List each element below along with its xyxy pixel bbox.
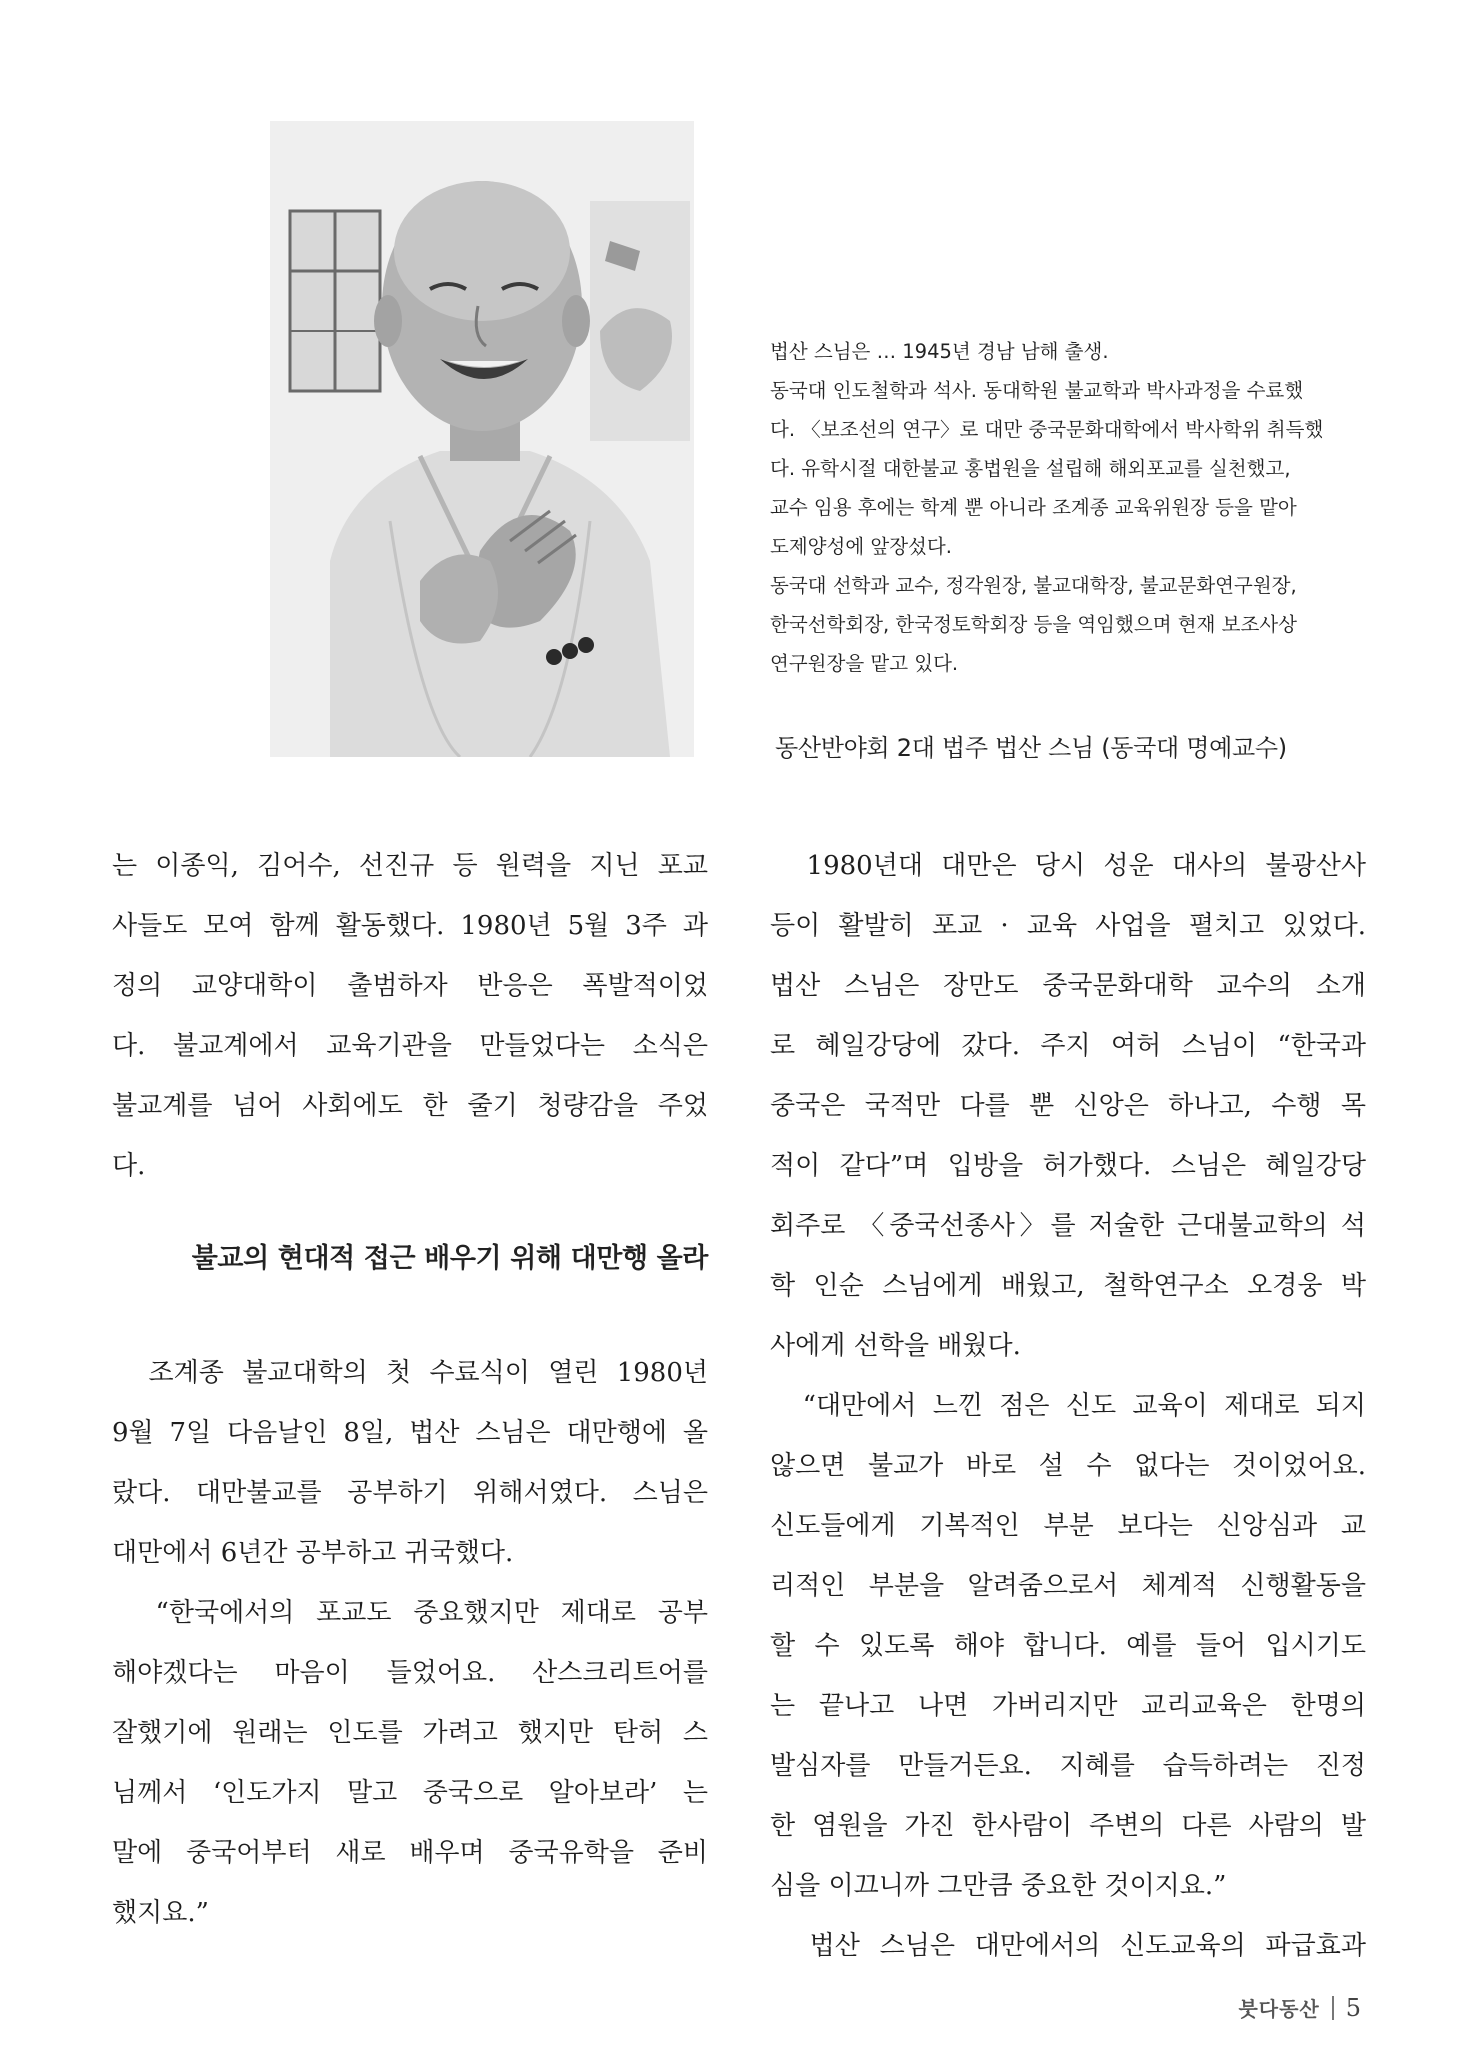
- body-line: 학 인순 스님에게 배웠고, 철학연구소 오경웅 박: [770, 1271, 1366, 1301]
- caption-line: 법산 스님은 … 1945년 경남 남해 출생.: [770, 340, 1109, 363]
- monk-portrait-photo: [270, 121, 694, 757]
- photo-name-line: 동산반야회 2대 법주 법산 스님 (동국대 명예교수): [775, 734, 1287, 762]
- left-column-bottom: [112, 1343, 708, 1943]
- body-line: 신도들에게 기복적인 부분 보다는 신앙심과 교: [770, 1511, 1366, 1541]
- body-line: 리적인 부분을 알려줌으로서 체계적 신행활동을: [770, 1571, 1366, 1601]
- body-line: 중국은 국적만 다를 뿐 신앙은 하나고, 수행 목: [770, 1091, 1366, 1121]
- body-line: 한 염원을 가진 한사람이 주변의 다른 사람의 발: [770, 1811, 1366, 1841]
- caption-line: 교수 임용 후에는 학계 뿐 아니라 조계종 교육위원장 등을 맡아: [770, 496, 1297, 519]
- caption-line: 동국대 선학과 교수, 정각원장, 불교대학장, 불교문화연구원장,: [770, 574, 1297, 597]
- body-line: 회주로 〈중국선종사〉를 저술한 근대불교학의 석: [770, 1211, 1366, 1241]
- right-column: [770, 836, 1366, 1976]
- body-line: 정의 교양대학이 출범하자 반응은 폭발적이었: [112, 971, 708, 1001]
- caption-line: 연구원장을 맡고 있다.: [770, 652, 959, 675]
- body-line: 는 끝나고 나면 가버리지만 교리교육은 한명의: [770, 1691, 1366, 1721]
- profile-caption: [770, 332, 1366, 683]
- page-number: 5: [1345, 1993, 1361, 2022]
- body-line: 9월 7일 다음날인 8일, 법산 스님은 대만행에 올: [112, 1418, 708, 1448]
- body-line: 등이 활발히 포교 · 교육 사업을 펼치고 있었다.: [770, 911, 1366, 941]
- caption-line: 다. 유학시절 대한불교 홍법원을 설립해 해외포교를 실천했고,: [770, 457, 1291, 480]
- body-line: “대만에서 느낀 점은 신도 교육이 제대로 되지: [770, 1391, 1366, 1421]
- body-line: 해야겠다는 마음이 들었어요. 산스크리트어를: [112, 1658, 708, 1688]
- body-line: 대만에서 6년간 공부하고 귀국했다.: [112, 1538, 514, 1568]
- body-line: 사에게 선학을 배웠다.: [770, 1331, 1021, 1361]
- body-line: 적이 같다”며 입방을 허가했다. 스님은 혜일강당: [770, 1151, 1366, 1181]
- body-line: 불교계를 넘어 사회에도 한 줄기 청량감을 주었: [112, 1091, 708, 1121]
- body-line: 사들도 모여 함께 활동했다. 1980년 5월 3주 과: [112, 911, 708, 941]
- body-line: 조계종 불교대학의 첫 수료식이 열린 1980년: [112, 1358, 708, 1388]
- body-line: “한국에서의 포교도 중요했지만 제대로 공부: [112, 1598, 708, 1628]
- body-line: 했지요.”: [112, 1898, 209, 1928]
- caption-line: 다. 〈보조선의 연구〉로 대만 중국문화대학에서 박사학위 취득했: [770, 418, 1324, 441]
- magazine-brand: 붓다동산: [1238, 1997, 1320, 2021]
- body-line: 1980년대 대만은 당시 성운 대사의 불광산사: [770, 851, 1366, 881]
- page-footer: [1238, 1993, 1361, 2022]
- body-line: 심을 이끄니까 그만큼 중요한 것이지요.”: [770, 1871, 1227, 1901]
- body-line: 다. 불교계에서 교육기관을 만들었다는 소식은: [112, 1031, 708, 1061]
- body-line: 로 혜일강당에 갔다. 주지 여허 스님이 “한국과: [770, 1031, 1366, 1061]
- body-line: 법산 스님은 대만에서의 신도교육의 파급효과: [770, 1931, 1366, 1961]
- body-line: 않으면 불교가 바로 설 수 없다는 것이었어요.: [770, 1451, 1366, 1481]
- body-line: 할 수 있도록 해야 합니다. 예를 들어 입시기도: [770, 1631, 1366, 1661]
- body-line: 다.: [112, 1151, 146, 1181]
- section-heading: 불교의 현대적 접근 배우기 위해 대만행 올라: [191, 1243, 708, 1274]
- caption-line: 도제양성에 앞장섰다.: [770, 535, 952, 558]
- left-column-top: [112, 836, 708, 1196]
- footer-divider: [1332, 1996, 1334, 2020]
- body-line: 는 이종익, 김어수, 선진규 등 원력을 지닌 포교: [112, 851, 708, 881]
- body-line: 말에 중국어부터 새로 배우며 중국유학을 준비: [112, 1838, 708, 1868]
- body-line: 랐다. 대만불교를 공부하기 위해서였다. 스님은: [112, 1478, 708, 1508]
- caption-line: 동국대 인도철학과 석사. 동대학원 불교학과 박사과정을 수료했: [770, 379, 1304, 402]
- body-line: 님께서 ‘인도가지 말고 중국으로 알아보라’ 는: [112, 1778, 708, 1808]
- body-line: 발심자를 만들거든요. 지혜를 습득하려는 진정: [770, 1751, 1366, 1781]
- body-line: 잘했기에 원래는 인도를 가려고 했지만 탄허 스: [112, 1718, 708, 1748]
- body-line: 법산 스님은 장만도 중국문화대학 교수의 소개: [770, 971, 1366, 1001]
- caption-line: 한국선학회장, 한국정토학회장 등을 역임했으며 현재 보조사상: [770, 613, 1297, 636]
